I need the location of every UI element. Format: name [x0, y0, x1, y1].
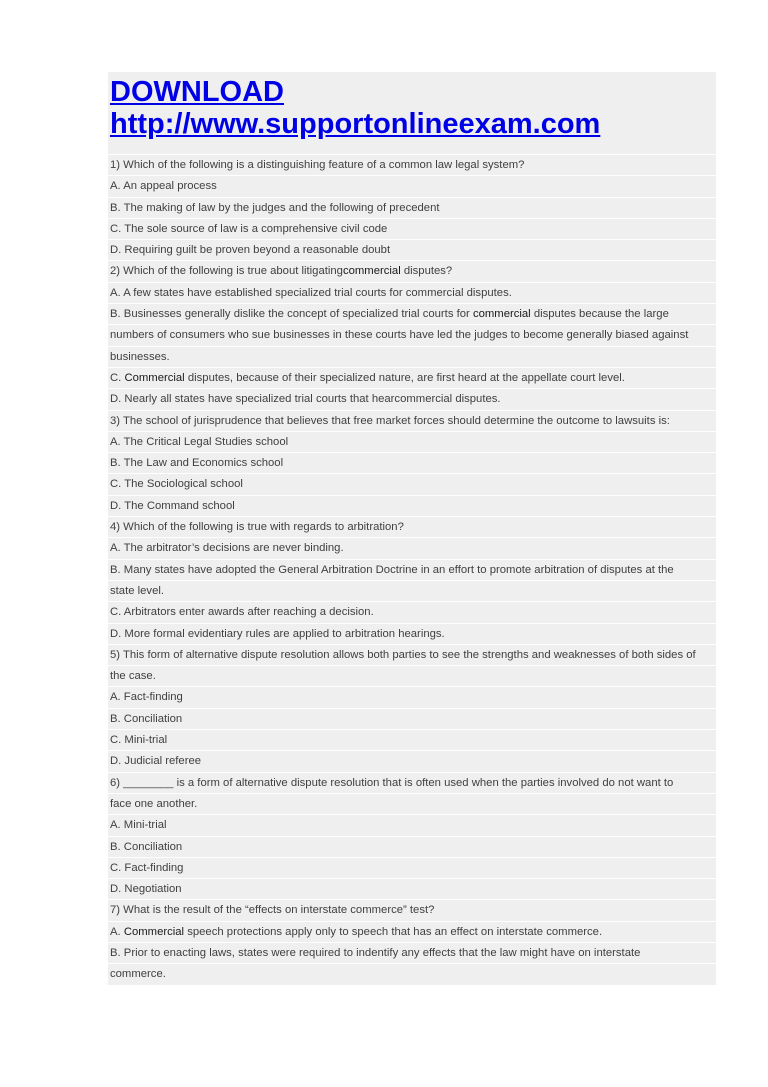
text-line: C. Fact-finding — [108, 858, 716, 879]
line-text: speech protections apply only to speech that has an effect on interstate commerce. — [184, 925, 603, 938]
document-page — [108, 72, 716, 986]
text-line: 4) Which of the following is true with regards to arbitration? — [108, 517, 716, 538]
text-line: C. The sole source of law is a comprehensive civil code — [108, 219, 716, 240]
text-line: D. Judicial referee — [108, 751, 716, 772]
text-line: B. The making of law by the judges and the following of precedent — [108, 198, 716, 219]
text-line: C. Mini-trial — [108, 730, 716, 751]
text-line: C. The Sociological school — [108, 474, 716, 495]
line-text: disputes, because of their specialized nature, are first heard at the appellate court level. — [184, 371, 625, 384]
line-text: A. — [110, 925, 124, 938]
text-line: commerce. — [108, 964, 716, 985]
text-line: B. Prior to enacting laws, states were required to indentify any effects that the law might have on interstate — [108, 943, 716, 964]
line-text: disputes? — [400, 265, 453, 278]
text-line: D. The Command school — [108, 496, 716, 517]
text-line: numbers of consumers who sue businesses in these courts have led the judges to become generally biased against — [108, 325, 716, 346]
keyword-highlight: commercial — [472, 308, 531, 321]
text-line: 3) The school of jurisprudence that believes that free market forces should determine the outcome to lawsuits is: — [108, 411, 716, 432]
website-link[interactable]: http://www.supportonlineexam.com — [110, 108, 601, 140]
text-line — [108, 368, 716, 389]
text-line: B. Many states have adopted the General Arbitration Doctrine in an effort to promote arbitration of disputes at the — [108, 560, 716, 581]
line-text: B. Businesses generally dislike the concept of specialized trial courts for — [110, 308, 473, 321]
text-line: 5) This form of alternative dispute resolution allows both parties to see the strengths and weaknesses of both sides of — [108, 645, 716, 666]
text-line — [108, 261, 716, 282]
line-text: disputes because the large — [530, 308, 669, 321]
text-line: state level. — [108, 581, 716, 602]
download-link[interactable]: DOWNLOAD — [110, 76, 284, 108]
keyword-highlight: Commercial — [123, 925, 185, 938]
text-line: the case. — [108, 666, 716, 687]
text-line: B. Conciliation — [108, 709, 716, 730]
text-line: D. More formal evidentiary rules are applied to arbitration hearings. — [108, 624, 716, 645]
line-text: C. — [110, 371, 125, 384]
text-line: B. The Law and Economics school — [108, 453, 716, 474]
text-line: D. Requiring guilt be proven beyond a reasonable doubt — [108, 240, 716, 261]
text-line: 6) ________ is a form of alternative dispute resolution that is often used when the parties involved do not want to — [108, 773, 716, 794]
text-line — [108, 304, 716, 325]
text-line: B. Conciliation — [108, 837, 716, 858]
download-header — [108, 72, 716, 155]
line-text: 2) Which of the following is true about litigating — [110, 265, 343, 278]
text-line: 1) Which of the following is a distinguishing feature of a common law legal system? — [108, 155, 716, 176]
text-line: D. Nearly all states have specialized trial courts that hearcommercial disputes. — [108, 389, 716, 410]
text-line: face one another. — [108, 794, 716, 815]
text-line: A. A few states have established specialized trial courts for commercial disputes. — [108, 283, 716, 304]
text-line: A. An appeal process — [108, 176, 716, 197]
text-line: A. Fact-finding — [108, 687, 716, 708]
text-line: 7) What is the result of the “effects on interstate commerce” test? — [108, 900, 716, 921]
keyword-highlight: commercial — [342, 265, 401, 278]
text-line: D. Negotiation — [108, 879, 716, 900]
text-line: A. The arbitrator’s decisions are never binding. — [108, 538, 716, 559]
question-list — [108, 155, 716, 986]
text-line: businesses. — [108, 347, 716, 368]
keyword-highlight: Commercial — [124, 371, 185, 384]
text-line — [108, 922, 716, 943]
text-line: C. Arbitrators enter awards after reaching a decision. — [108, 602, 716, 623]
text-line: A. Mini-trial — [108, 815, 716, 836]
text-line: A. The Critical Legal Studies school — [108, 432, 716, 453]
